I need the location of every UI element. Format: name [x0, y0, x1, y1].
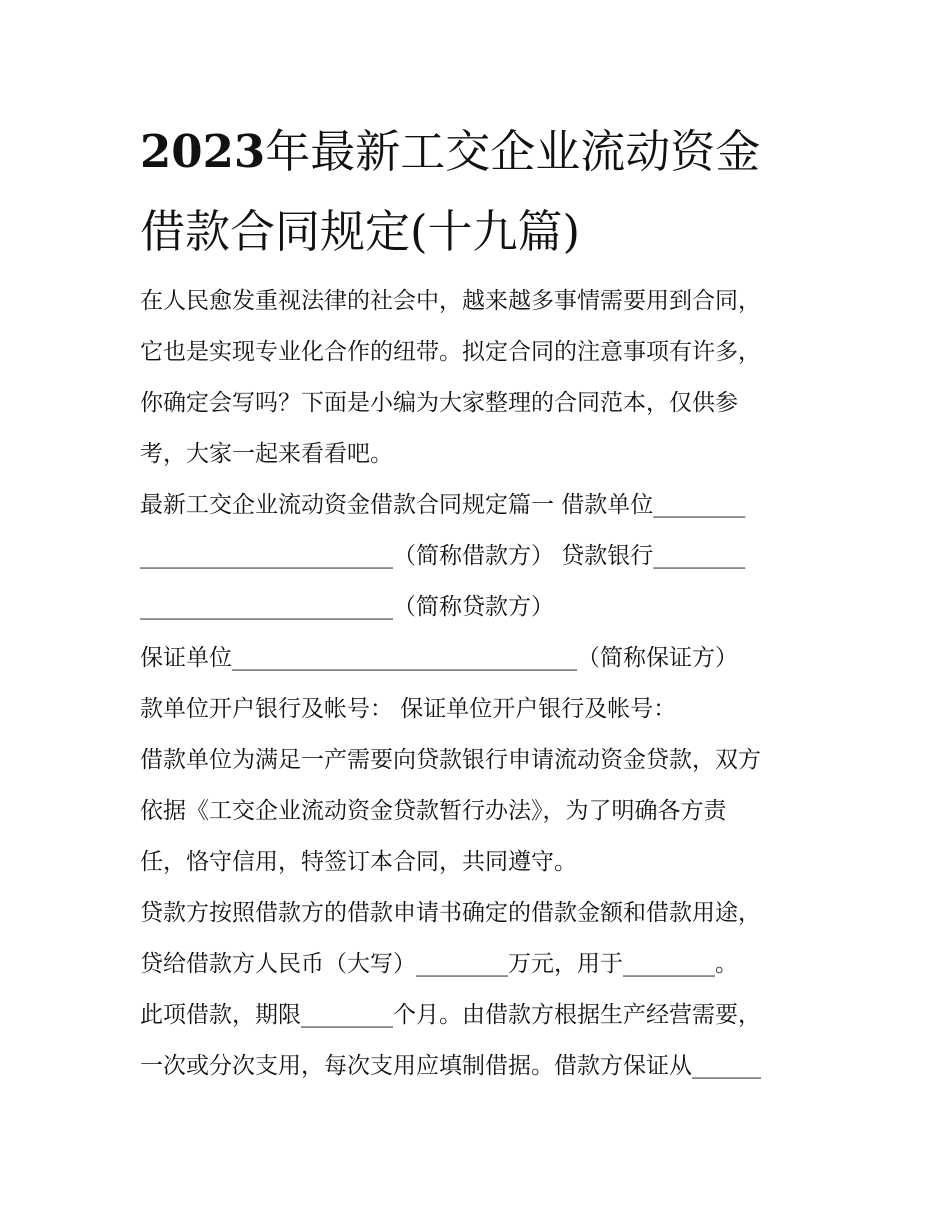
- body-line: 此项借款，期限________个月。由借款方根据生产经营需要，: [140, 1002, 761, 1028]
- body-line: 贷给借款方人民币（大写）________万元，用于________。: [140, 951, 738, 977]
- body-line: 款单位开户银行及帐号： 保证单位开户银行及帐号：: [140, 696, 677, 722]
- body-line: ______________________（简称借款方） 贷款银行________: [140, 543, 746, 569]
- document-title: [140, 112, 820, 272]
- body-line: 依据《工交企业流动资金贷款暂行办法》，为了明确各方责: [140, 798, 727, 824]
- body-line: 保证单位______________________________（简称保证方）: [140, 645, 738, 671]
- body-line: 一次或分次支用，每次支用应填制借据。借款方保证从______: [140, 1053, 761, 1079]
- document-body: [140, 276, 830, 1092]
- body-line: 考，大家一起来看看吧。: [140, 441, 393, 467]
- title-line-1: 年最新工交企业流动资金: [265, 125, 761, 178]
- body-line: 在人民愈发重视法律的社会中，越来越多事情需要用到合同，: [140, 288, 761, 314]
- body-line: 最新工交企业流动资金借款合同规定篇一 借款单位________: [140, 492, 746, 518]
- body-line: 你确定会写吗？下面是小编为大家整理的合同范本，仅供参: [140, 390, 738, 416]
- body-line: 任，恪守信用，特签订本合同，共同遵守。: [140, 849, 577, 875]
- body-line: 贷款方按照借款方的借款申请书确定的借款金额和借款用途，: [140, 900, 761, 926]
- body-line: ______________________（简称贷款方）: [140, 594, 554, 620]
- title-line-2: 借款合同规定(十九篇): [140, 205, 581, 258]
- body-line: 借款单位为满足一产需要向贷款银行申请流动资金贷款，双方: [140, 747, 761, 773]
- body-line: 它也是实现专业化合作的纽带。拟定合同的注意事项有许多，: [140, 339, 761, 365]
- title-year: 2023: [140, 125, 266, 178]
